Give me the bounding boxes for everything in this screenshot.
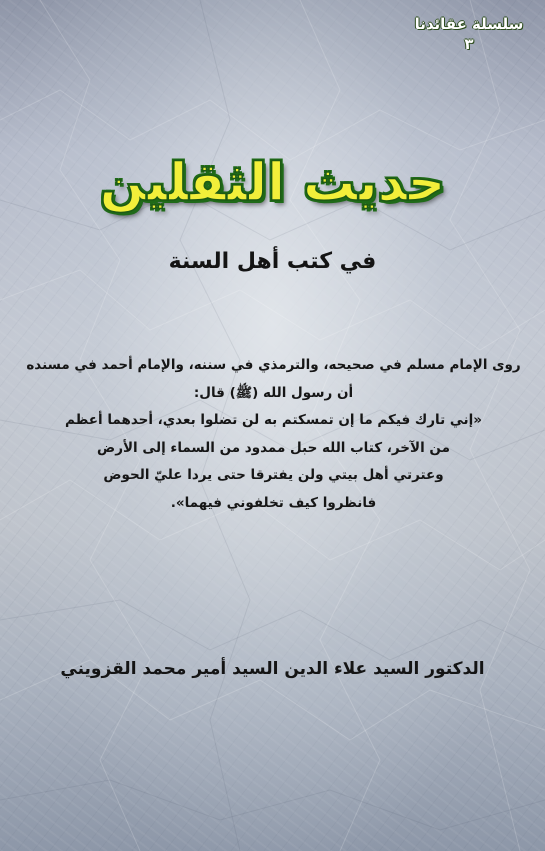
book-subtitle: في كتب أهل السنة (168, 249, 377, 274)
series-name: سلسلة عقائدنا (414, 15, 524, 33)
series-number: ٣ (464, 35, 474, 53)
hadith-line: أن رسول الله (ﷺ) قال: (193, 384, 354, 401)
hadith-line: روى الإمام مسلم في صحيحه، والترمذي في سننه، والإمام أحمد في مسنده (26, 357, 521, 373)
author-name: الدكتور السيد علاء الدين السيد أمير محمد القزويني (60, 659, 485, 679)
series-label (399, 14, 539, 54)
hadith-line: فانظروا كيف تخلفوني فيهما». (170, 494, 377, 511)
hadith-line: «إني تارك فيكم ما إن تمسكتم به لن تضلوا بعدي، أحدهما أعظم (65, 412, 482, 428)
hadith-text (22, 352, 525, 517)
hadith-line: وعترتي أهل بيتي ولن يفترقا حتى يردا عليّ الحوض (103, 467, 444, 483)
hadith-line: من الآخر، كتاب الله حبل ممدود من السماء إلى الأرض (97, 439, 450, 456)
book-title: حديث الثقلين (99, 153, 446, 213)
